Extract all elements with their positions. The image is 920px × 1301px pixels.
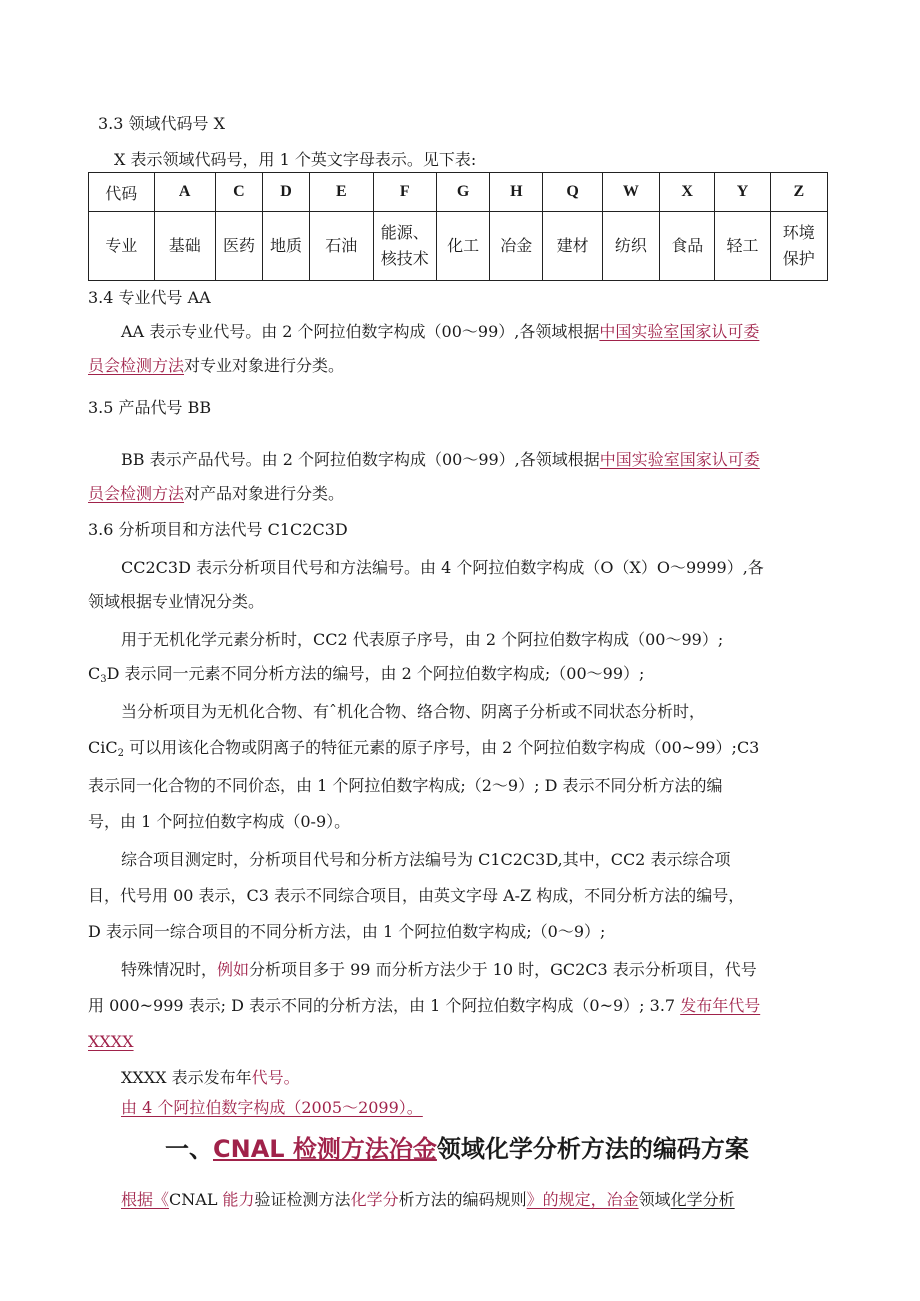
section-3-6-p4-line1: 综合项目测定时，分析项目代号和分析方法编号为 C1C2C3D,其中，CC2 表示综合项 bbox=[121, 850, 731, 869]
section-3-6-p5-line2: 用 000~999 表示; D 表示不同的分析方法，由 1 个阿拉伯数字构成（0~9）; 3.7 发布年代号 bbox=[88, 996, 761, 1015]
table-row-fields bbox=[89, 212, 828, 281]
section-3-6-p1-line1: CC2C3D 表示分析项目代号和方法编号。由 4 个阿拉伯数字构成（O（X）O～9999）,各 bbox=[121, 558, 764, 577]
table-cell-code: C bbox=[215, 173, 262, 212]
table-cell-code: Q bbox=[543, 173, 602, 212]
table-cell-field: 轻工 bbox=[715, 212, 770, 281]
section-heading: 一、CNAL 检测方法冶金领域化学分析方法的编码方案 bbox=[165, 1135, 749, 1163]
table-cell-code: D bbox=[262, 173, 309, 212]
section-3-5-para-line1: BB 表示产品代号。由 2 个阿拉伯数字构成（00～99）,各领域根据中国实验室国家认可委 bbox=[121, 450, 760, 469]
section-3-6-p1-line2: 领域根据专业情况分类。 bbox=[88, 592, 265, 611]
table-cell-code: Y bbox=[715, 173, 770, 212]
section-3-4-para-line2: 员会检测方法对专业对象进行分类。 bbox=[88, 356, 345, 375]
section-3-6-p2-line1: 用于无机化学元素分析时，CC2 代表原子序号，由 2 个阿拉伯数字构成（00～99）; bbox=[121, 630, 724, 649]
section-3-3-desc: X 表示领域代码号，用 1 个英文字母表示。见下表: bbox=[114, 150, 477, 169]
table-cell-field: 冶金 bbox=[490, 212, 543, 281]
table-row-codes bbox=[89, 173, 828, 212]
section-3-5-title: 3.5 产品代号 BB bbox=[88, 398, 212, 417]
section-3-6-title: 3.6 分析项目和方法代号 C1C2C3D bbox=[88, 520, 348, 539]
table-cell-field: 环境 保护 bbox=[770, 212, 827, 281]
reference-link: 中国实验室国家认可委 bbox=[599, 322, 760, 341]
section-3-6-p3-line3: 表示同一化合物的不同价态，由 1 个阿拉伯数字构成;（2～9）; D 表示不同分析方法的编 bbox=[88, 776, 723, 795]
table-header-label: 代码 bbox=[89, 173, 155, 212]
table-cell-code: Z bbox=[770, 173, 827, 212]
last-paragraph-line1: 根据《CNAL 能力验证检测方法化学分析方法的编码规则》的规定，冶金领域化学分析 bbox=[121, 1190, 735, 1209]
section-3-4-title: 3.4 专业代号 AA bbox=[88, 288, 211, 307]
table-cell-field: 食品 bbox=[660, 212, 715, 281]
domain-code-table bbox=[88, 172, 828, 281]
section-3-3-title: 3.3 领域代码号 X bbox=[98, 114, 226, 133]
reference-link: 员会检测方法 bbox=[88, 484, 185, 503]
table-cell-code: X bbox=[660, 173, 715, 212]
table-cell-field: 化工 bbox=[436, 212, 489, 281]
section-3-6-p2-line2: $C_3D$ 表示同一元素不同分析方法的编号，由 2 个阿拉伯数字构成;（00～99）; bbox=[88, 664, 645, 685]
reference-link: 员会检测方法 bbox=[88, 356, 185, 375]
table-cell-code: F bbox=[373, 173, 436, 212]
section-3-4-para-line1: AA 表示专业代号。由 2 个阿拉伯数字构成（00～99）,各领域根据中国实验室国家认可委 bbox=[121, 322, 760, 341]
table-cell-field: 基础 bbox=[154, 212, 215, 281]
section-3-6-p3-line2: CiC$_2$ 可以用该化合物或阴离子的特征元素的原子序号，由 2 个阿拉伯数字构成（00~99）;C3 bbox=[88, 738, 760, 759]
table-cell-field: 能源、 核技术 bbox=[373, 212, 436, 281]
table-cell-field: 纺织 bbox=[602, 212, 659, 281]
table-cell-code: W bbox=[602, 173, 659, 212]
table-row-label: 专业 bbox=[89, 212, 155, 281]
table-cell-code: H bbox=[490, 173, 543, 212]
section-3-6-p5-line3: XXXX bbox=[88, 1032, 134, 1051]
table-cell-field: 石油 bbox=[310, 212, 373, 281]
section-3-6-p3-line4: 号，由 1 个阿拉伯数字构成（0-9）。 bbox=[88, 812, 351, 831]
table-cell-code: A bbox=[154, 173, 215, 212]
reference-link: 中国实验室国家认可委 bbox=[599, 450, 760, 469]
section-3-7-line2: 由 4 个阿拉伯数字构成（2005～2099）。 bbox=[121, 1098, 423, 1117]
section-3-7-line1: XXXX 表示发布年代号。 bbox=[121, 1068, 300, 1087]
table-cell-field: 医药 bbox=[215, 212, 262, 281]
table-cell-field: 建材 bbox=[543, 212, 602, 281]
section-3-6-p4-line2: 目，代号用 00 表示，C3 表示不同综合项目，由英文字母 A-Z 构成，不同分析方法的编号， bbox=[88, 886, 745, 905]
table-cell-field: 地质 bbox=[262, 212, 309, 281]
table-cell-code: G bbox=[436, 173, 489, 212]
table-cell-code: E bbox=[310, 173, 373, 212]
section-3-6-p4-line3: D 表示同一综合项目的不同分析方法，由 1 个阿拉伯数字构成;（0～9）; bbox=[88, 922, 606, 941]
section-3-5-para-line2: 员会检测方法对产品对象进行分类。 bbox=[88, 484, 345, 503]
section-3-6-p3-line1: 当分析项目为无机化合物、有ˆ机化合物、络合物、阴离子分析或不同状态分析时， bbox=[121, 702, 706, 721]
section-3-6-p5-line1: 特殊情况时，例如分析项目多于 99 而分析方法少于 10 时，GC2C3 表示分析项目，代号 bbox=[121, 960, 757, 979]
